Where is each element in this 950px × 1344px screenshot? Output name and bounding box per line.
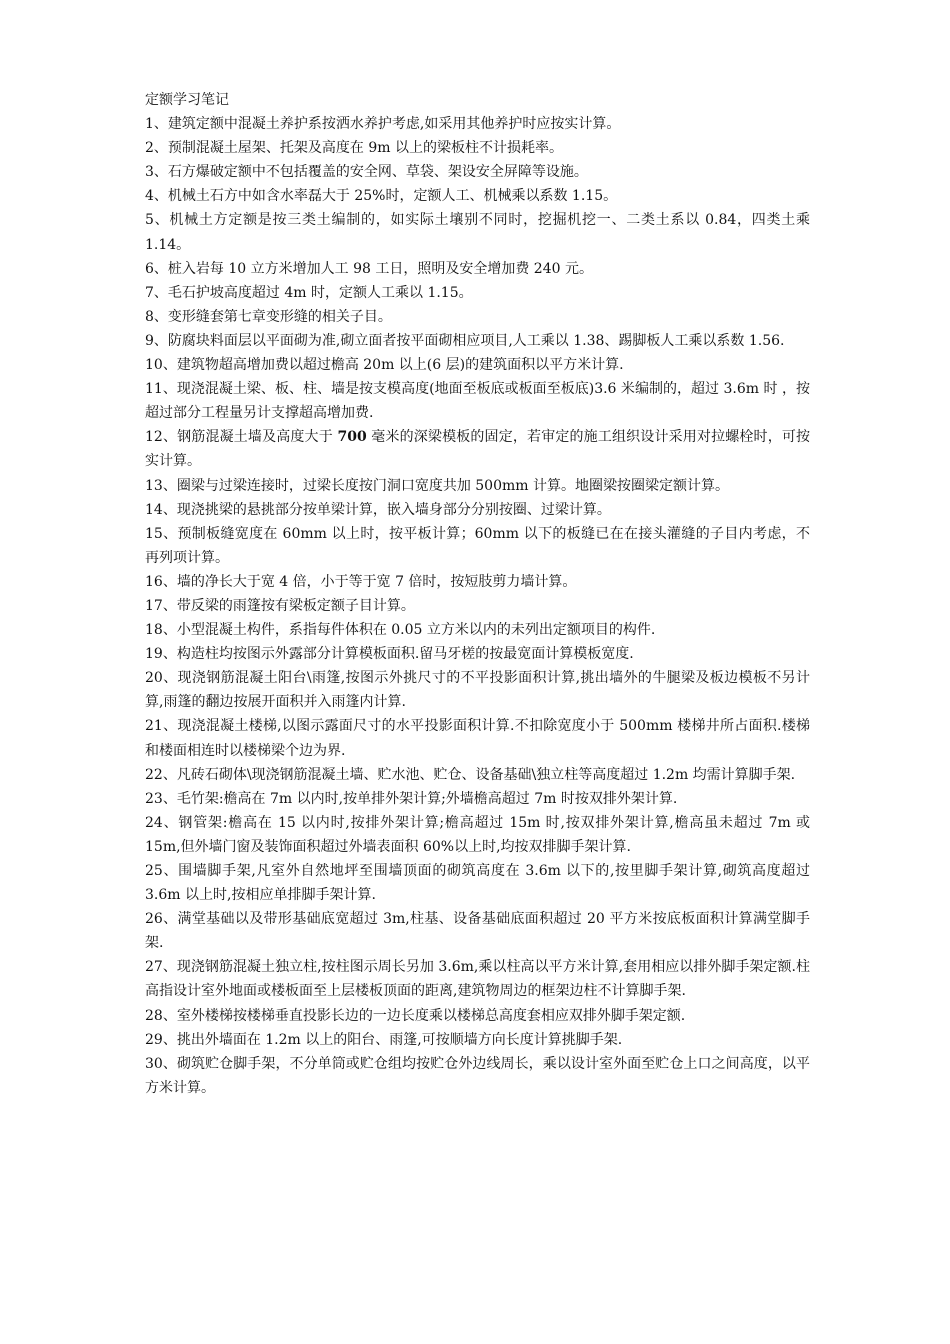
- note-item: 15、预制板缝宽度在 60mm 以上时，按平板计算；60mm 以下的板缝已在在接头灌缝的子目内考虑，不再列项计算。: [145, 525, 810, 566]
- note-item: 7、毛石护坡高度超过 4m 时，定额人工乘以 1.15。: [145, 284, 473, 301]
- document-title: 定额学习笔记: [145, 92, 229, 108]
- note-item: 23、毛竹架:檐高在 7m 以内时,按单排外架计算;外墙檐高超过 7m 时按双排外架计算.: [145, 790, 678, 807]
- note-item: 26、满堂基础以及带形基础底宽超过 3m,柱基、设备基础底面积超过 20 平方米按底板面积计算满堂脚手架.: [145, 911, 810, 952]
- note-item: 6、桩入岩每 10 立方米增加人工 98 工日，照明及安全增加费 240 元。: [145, 260, 593, 277]
- note-item: 13、圈梁与过梁连接时，过梁长度按门洞口宽度共加 500mm 计算。地圈梁按圈梁定额计算。: [145, 477, 729, 494]
- document-body: [145, 88, 810, 1100]
- note-item: 10、建筑物超高增加费以超过檐高 20m 以上(6 层)的建筑面积以平方米计算.: [145, 357, 624, 374]
- note-item: 27、现浇钢筋混凝土独立柱,按柱图示周长另加 3.6m,乘以柱高以平方米计算,套用相应以排外脚手架定额.柱高指设计室外地面或楼板面至上层楼板顶面的距离,建筑物周边的框架边柱不计算脚手架.: [145, 959, 810, 1000]
- note-item: 2、预制混凝土屋架、托架及高度在 9m 以上的梁板柱不计损耗率。: [145, 140, 563, 157]
- note-item: 11、现浇混凝土梁、板、柱、墙是按支模高度(地面至板底或板面至板底)3.6 米编制的，超过 3.6m 时 ，按超过部分工程量另计支撑超高增加费.: [145, 381, 810, 422]
- note-text: 毫米的深梁模板的固定，若审定的施工组织设计采用对拉螺栓时，可按实计算。: [145, 429, 811, 470]
- note-item: 20、现浇钢筋混凝土阳台\雨篷,按图示外挑尺寸的不平投影面积计算,挑出墙外的牛腿梁及板边模板不另计算,雨篷的翻边按展开面积并入雨篷内计算.: [145, 670, 810, 711]
- note-item: 22、凡砖石砌体\现浇钢筋混凝土墙、贮水池、贮仓、设备基础\独立柱等高度超过 1.2m 均需计算脚手架.: [145, 766, 796, 783]
- note-item: 17、带反梁的雨篷按有梁板定额子目计算。: [145, 597, 415, 614]
- note-item: 28、室外楼梯按楼梯垂直投影长边的一边长度乘以楼梯总高度套相应双排外脚手架定额.: [145, 1007, 686, 1024]
- note-item: 24、钢管架:檐高在 15 以内时,按排外架计算;檐高超过 15m 时,按双排外架计算,檐高虽未超过 7m 或 15m,但外墙门窗及装饰面积超过外墙表面积 60%以上时,均按双排脚手架计算.: [145, 814, 810, 855]
- note-item: 18、小型混凝土构件，系指每件体积在 0.05 立方米以内的未列出定额项目的构件.: [145, 622, 656, 639]
- note-item: 25、围墙脚手架,凡室外自然地坪至围墙顶面的砌筑高度在 3.6m 以下的,按里脚手架计算,砌筑高度超过 3.6m 以上时,按相应单排脚手架计算.: [145, 863, 810, 904]
- note-item: 29、挑出外墙面在 1.2m 以上的阳台、雨篷,可按顺墙方向长度计算挑脚手架.: [145, 1031, 623, 1048]
- note-item: 19、构造柱均按图示外露部分计算模板面积.留马牙槎的按最宽面计算模板宽度.: [145, 646, 634, 663]
- note-item: 16、墙的净长大于宽 4 倍，小于等于宽 7 倍时，按短肢剪力墙计算。: [145, 573, 577, 590]
- note-item: 21、现浇混凝土楼梯,以图示露面尺寸的水平投影面积计算.不扣除宽度小于 500mm 楼梯井所占面积.楼梯和楼面相连时以楼梯梁个边为界.: [145, 718, 810, 759]
- note-item: 5、机械土方定额是按三类土编制的，如实际土壤别不同时，挖掘机挖一、二类土系以 0.84，四类土乘 1.14。: [145, 212, 810, 253]
- note-item: 1、建筑定额中混凝土养护系按洒水养护考虑,如采用其他养护时应按实计算。: [145, 116, 621, 133]
- note-item: 30、砌筑贮仓脚手架，不分单筒或贮仓组均按贮仓外边线周长，乘以设计室外面至贮仓上口之间高度，以平方米计算。: [145, 1055, 810, 1096]
- note-emphasis: 700: [337, 429, 367, 446]
- notes-list: [145, 112, 810, 1100]
- note-text: 12、钢筋混凝土墙及高度大于: [145, 429, 338, 446]
- note-item: 3、石方爆破定额中不包括覆盖的安全网、草袋、架设安全屏障等设施。: [145, 164, 588, 181]
- note-item: 4、机械土石方中如含水率磊大于 25%时，定额人工、机械乘以系数 1.15。: [145, 188, 618, 205]
- note-item: 9、防腐块料面层以平面砌为准,砌立面者按平面砌相应项目,人工乘以 1.38、踢脚板人工乘以系数 1.56.: [145, 332, 785, 349]
- note-item: 14、现浇挑梁的悬挑部分按单梁计算，嵌入墙身部分分别按圈、过梁计算。: [145, 501, 611, 518]
- note-item: 8、变形缝套第七章变形缝的相关子目。: [145, 308, 392, 325]
- note-item: [145, 425, 810, 473]
